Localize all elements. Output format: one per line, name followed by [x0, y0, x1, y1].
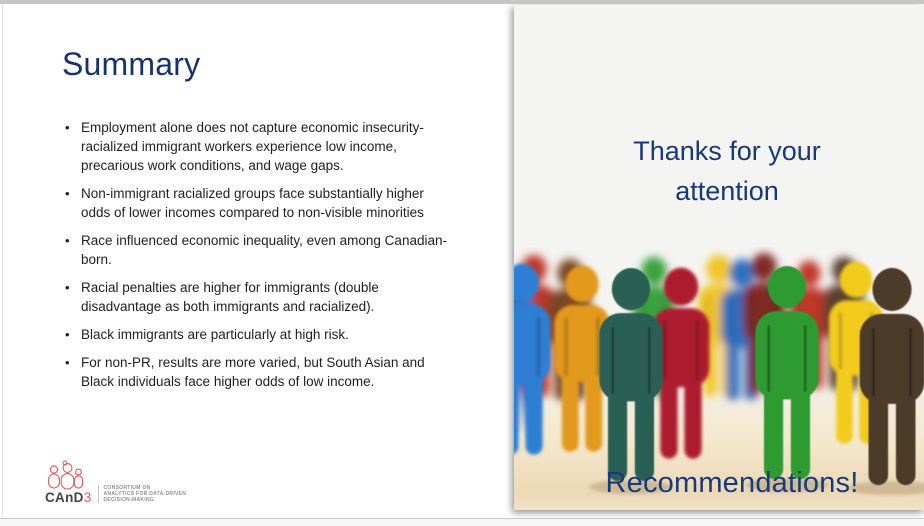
people-icon	[45, 460, 89, 490]
logo-brand-text: CAnD3	[45, 490, 92, 505]
slide-bottom-margin	[0, 519, 924, 526]
slide-top-border	[0, 0, 924, 4]
logo-tagline: CONSORTIUM ON ANALYTICS FOR DATA-DRIVEN DECISION-MAKING	[98, 485, 187, 503]
list-item: • Black immigrants are particularly at high risk.	[63, 325, 455, 344]
cand3-logo	[45, 460, 186, 504]
closing-panel	[514, 5, 924, 510]
list-item: • Racial penalties are higher for immigrants (double disadvantage as both immigrants and racialized).	[63, 278, 455, 316]
list-item: • Non-immigrant racialized groups face substantially higher odds of lower incomes compared to non-visible minorities	[63, 184, 455, 222]
list-item: • For non-PR, results are more varied, but South Asian and Black individuals face higher odds of low income.	[63, 353, 455, 391]
page-title: Summary	[62, 46, 201, 82]
thanks-heading: Thanks for your attention	[633, 136, 821, 206]
slide-left-border	[2, 4, 3, 518]
list-item: • Race influenced economic inequality, even among Canadian-born.	[63, 231, 455, 269]
summary-bullet-list	[63, 118, 455, 400]
list-item: • Employment alone does not capture economic insecurity- racialized immigrant workers experience low income, precarious work conditions, and wage gaps.	[63, 118, 455, 175]
recommendations-caption: Recommendations!	[605, 467, 859, 499]
